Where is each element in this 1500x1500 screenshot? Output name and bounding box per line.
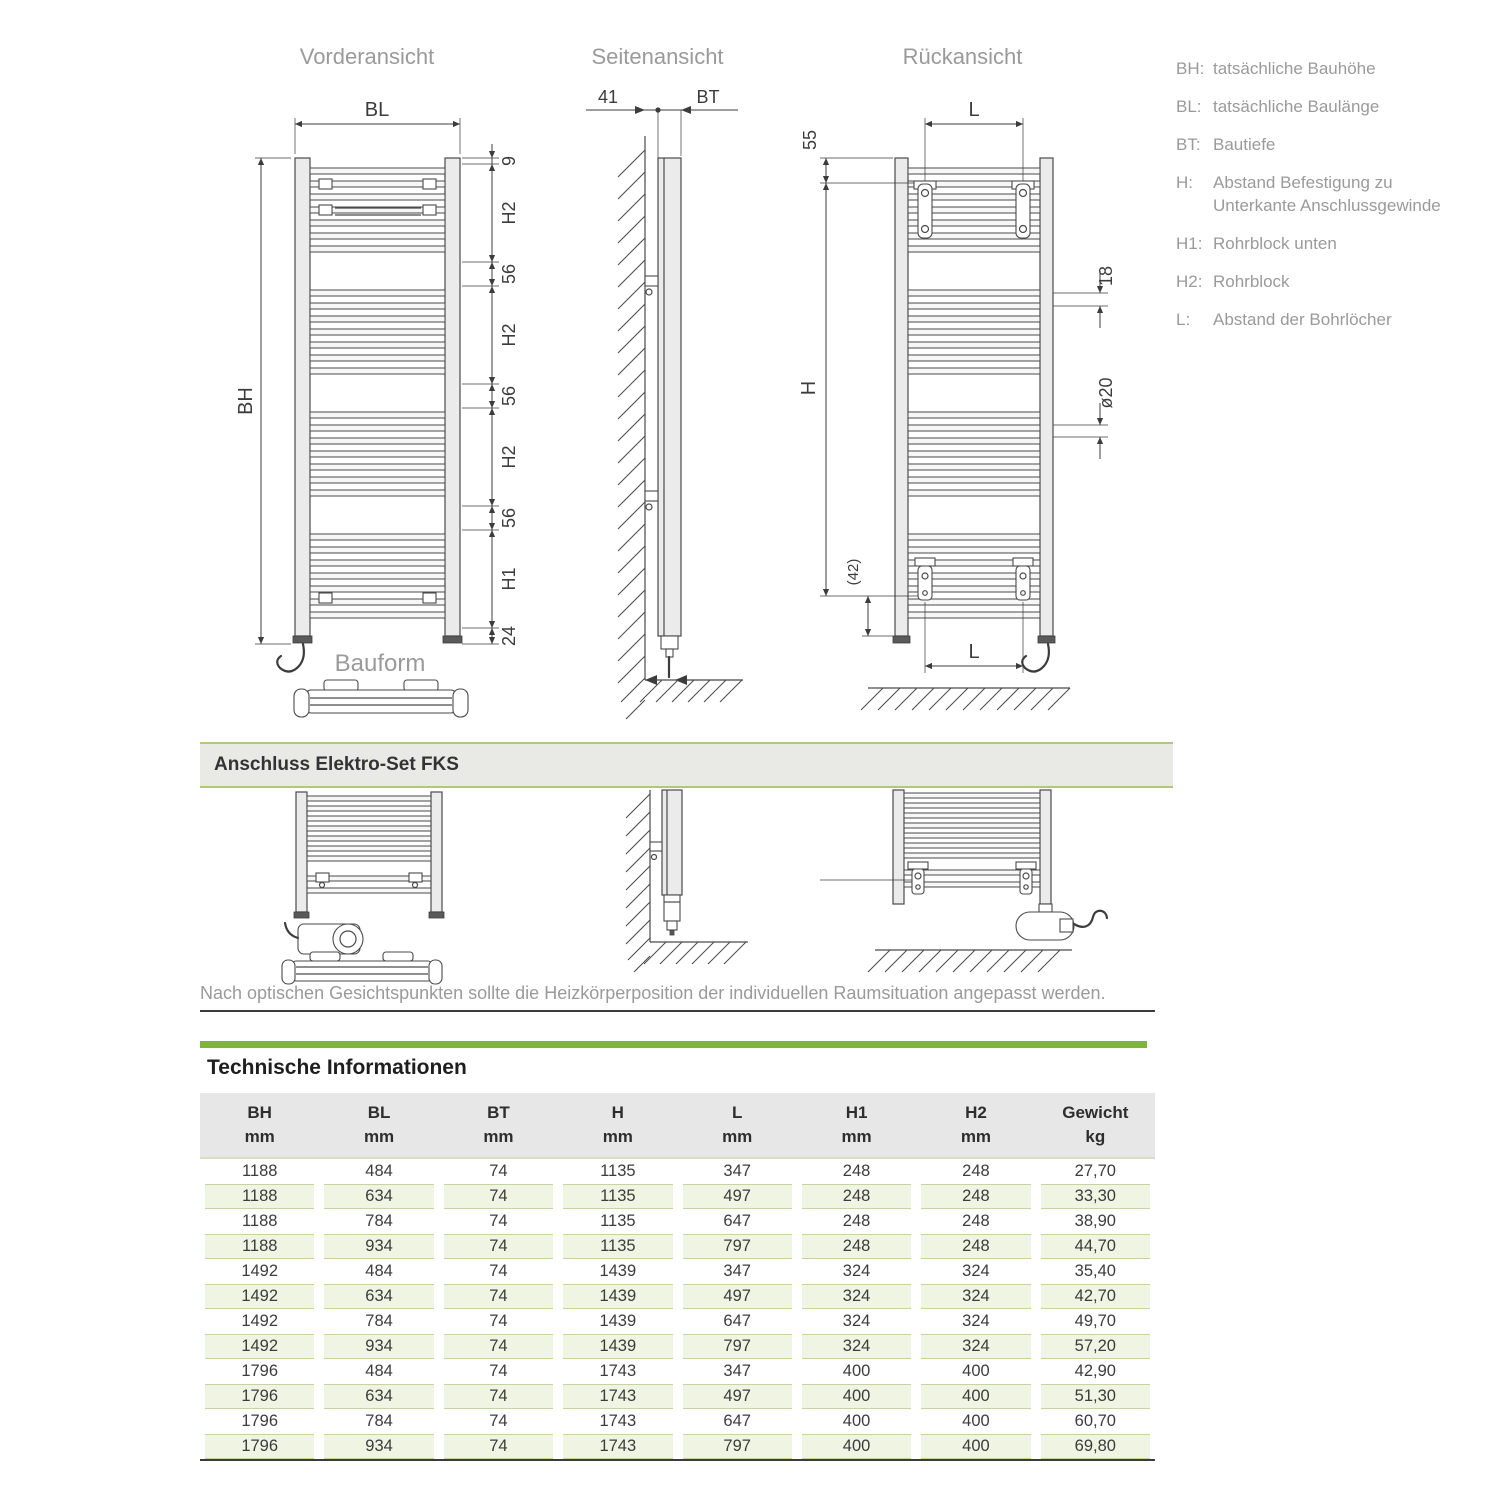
cell: 1492: [241, 1262, 279, 1280]
rear-18-extensions: [1053, 293, 1108, 306]
cell: 400: [921, 1434, 1030, 1459]
cell: 1796: [241, 1412, 279, 1430]
cell: 1796: [205, 1434, 314, 1459]
profile-tab: [324, 680, 358, 691]
floor-hatch: [644, 942, 746, 964]
legend-item-h2: [1176, 271, 1476, 294]
radiator-profile: [662, 790, 682, 895]
rear-right-tube: [1040, 158, 1053, 636]
table-row: [200, 1209, 1155, 1234]
table-header-row: [200, 1093, 1155, 1159]
cell: 324: [962, 1262, 990, 1280]
cell: 934: [324, 1234, 433, 1259]
cell: 400: [962, 1362, 990, 1380]
cell: 1492: [205, 1334, 314, 1359]
legend-term: BL:: [1176, 96, 1202, 116]
wall-hatch: [626, 794, 650, 972]
cell: 497: [683, 1184, 792, 1209]
dim-label-56: 56: [499, 263, 519, 285]
cell: 74: [489, 1362, 508, 1380]
dim-label-l-bottom: L: [968, 641, 980, 663]
fks-side-drawing: [598, 790, 763, 985]
col-unit: mm: [483, 1127, 514, 1146]
cell: 1492: [241, 1312, 279, 1330]
cell: 497: [683, 1284, 792, 1309]
foot: [294, 912, 309, 918]
table-row: [200, 1384, 1155, 1409]
table-row: [200, 1259, 1155, 1284]
col-header-h: [558, 1093, 677, 1157]
side-extension-lines: [658, 110, 681, 158]
tube: [1040, 790, 1051, 904]
fks-connection-box: [1016, 911, 1107, 940]
cell: 27,70: [1074, 1162, 1116, 1180]
floor-arrow: [645, 675, 657, 685]
cell: 248: [802, 1234, 911, 1259]
legend-desc: Bautiefe: [1213, 134, 1276, 154]
cell: 934: [324, 1434, 433, 1459]
cell: 1135: [563, 1234, 672, 1259]
dim-label-41: 41: [597, 87, 619, 107]
legend: [1176, 58, 1476, 347]
table-row: [200, 1234, 1155, 1259]
legend-term: H2:: [1176, 271, 1203, 291]
brackets: [908, 862, 1036, 894]
fks-rear-drawing: [820, 790, 1120, 985]
cell: 1439: [599, 1262, 637, 1280]
cell: 1188: [205, 1234, 314, 1259]
rear-dia-extensions: [1053, 425, 1108, 437]
cell: 400: [802, 1384, 911, 1409]
cell: 248: [962, 1212, 990, 1230]
legend-item-l: [1176, 309, 1476, 332]
tube-end: [1039, 904, 1052, 912]
legend-desc: tatsächliche Baulänge: [1213, 96, 1380, 116]
cell: 33,30: [1041, 1184, 1150, 1209]
col-label: Gewicht: [1062, 1103, 1129, 1122]
cell: 1796: [205, 1384, 314, 1409]
cell: 484: [365, 1262, 393, 1280]
cell: 647: [723, 1212, 751, 1230]
profile-body: [306, 690, 456, 713]
arrow-bt: [681, 106, 691, 114]
rear-left-tube: [895, 158, 908, 636]
col-unit: mm: [841, 1127, 872, 1146]
cell: 400: [962, 1412, 990, 1430]
cell: 1135: [563, 1184, 672, 1209]
col-unit: mm: [960, 1127, 992, 1146]
cell: 74: [489, 1262, 508, 1280]
side-radiator-body: [658, 158, 681, 636]
legend-item-bh: [1176, 58, 1476, 81]
table-row: [200, 1159, 1155, 1184]
cell: 60,70: [1074, 1412, 1116, 1430]
cell: 44,70: [1041, 1234, 1150, 1259]
cell: 1439: [563, 1284, 672, 1309]
cell: 1188: [241, 1162, 278, 1180]
rear-left-foot: [893, 636, 910, 643]
cell: 324: [921, 1284, 1030, 1309]
profile-tab: [404, 680, 438, 691]
table-row: [200, 1284, 1155, 1309]
cell: 74: [444, 1434, 553, 1459]
legend-desc: Abstand Befestigung zu Unterkante Anschlussgewinde: [1213, 172, 1441, 215]
cell: 400: [802, 1434, 911, 1459]
side-valve: [661, 636, 678, 657]
cell: 784: [365, 1312, 393, 1330]
dim-label-h2: H2: [499, 323, 519, 347]
cell: 57,20: [1041, 1334, 1150, 1359]
col-header-gewicht: [1036, 1093, 1155, 1157]
legend-item-bl: [1176, 96, 1476, 119]
front-left-foot: [293, 636, 312, 643]
tube: [296, 792, 307, 912]
table-row: [200, 1334, 1155, 1359]
cell: 74: [489, 1162, 508, 1180]
cell: 248: [802, 1184, 911, 1209]
tube: [893, 790, 904, 904]
legend-term: BH:: [1176, 59, 1205, 78]
legend-term: H:: [1176, 172, 1193, 192]
cell: 797: [683, 1234, 792, 1259]
table-row: [200, 1434, 1155, 1459]
front-right-foot: [443, 636, 462, 643]
divider-dark: [200, 1010, 1155, 1012]
col-header-h1: [797, 1093, 916, 1157]
dim-label-h: H: [798, 380, 820, 396]
cell: 35,40: [1074, 1262, 1116, 1280]
bauform-label: Bauform: [334, 650, 426, 677]
side-view-drawing: [578, 88, 753, 753]
side-view-title: Seitenansicht: [591, 44, 724, 69]
cell: 69,80: [1041, 1434, 1150, 1459]
col-header-bl: [319, 1093, 438, 1157]
front-rungs: [310, 168, 445, 618]
cell: 324: [802, 1334, 911, 1359]
cell: 1796: [241, 1362, 279, 1380]
cell: 1188: [241, 1212, 278, 1230]
cell: 1743: [599, 1362, 637, 1380]
cell: 347: [723, 1162, 751, 1180]
dim-label-l: L: [968, 99, 980, 121]
front-view-title: Vorderansicht: [299, 44, 435, 69]
profile-endcap: [294, 689, 309, 717]
cell: 797: [683, 1334, 792, 1359]
bauform-profile-drawing: [292, 678, 470, 730]
cell: 400: [842, 1362, 871, 1380]
dim-label-bl: BL: [364, 99, 390, 121]
col-label: BH: [247, 1103, 272, 1122]
legend-term: BT:: [1176, 134, 1201, 154]
table-row: [200, 1359, 1155, 1384]
side-wall-brackets: [645, 276, 658, 510]
cell: 1439: [563, 1334, 672, 1359]
cell: 1135: [600, 1162, 636, 1180]
cell: 248: [962, 1162, 990, 1180]
col-label: H: [611, 1103, 624, 1122]
dim-label-24: 24: [499, 625, 519, 647]
cell: 324: [802, 1284, 911, 1309]
section-title: Anschluss Elektro-Set FKS: [214, 754, 459, 775]
col-unit: mm: [244, 1127, 275, 1146]
cell: 634: [324, 1184, 433, 1209]
rear-cable-hook: [1022, 644, 1049, 672]
cell: 74: [444, 1284, 553, 1309]
cell: 634: [324, 1284, 433, 1309]
legend-item-bt: [1176, 134, 1476, 157]
fks-element-side: [664, 895, 680, 935]
cell: 634: [324, 1384, 433, 1409]
rear-floor-hatch: [861, 688, 1070, 710]
col-header-l: [678, 1093, 797, 1157]
legend-item-h: [1176, 172, 1476, 218]
cell: 797: [683, 1434, 792, 1459]
fks-electric-element: [285, 923, 363, 954]
cell: 51,30: [1041, 1384, 1150, 1409]
cell: 400: [842, 1412, 871, 1430]
dim-label-dia20: ø20: [1096, 377, 1116, 409]
cell: 248: [921, 1184, 1030, 1209]
front-cable-hook: [277, 644, 304, 672]
legend-desc: Rohrblock: [1213, 271, 1290, 291]
col-header-bt: [439, 1093, 558, 1157]
cell: 74: [489, 1212, 508, 1230]
cell: 347: [723, 1362, 751, 1380]
dim-label-56: 56: [499, 385, 519, 407]
col-header-bh: [200, 1093, 319, 1157]
table-title: Technische Informationen: [207, 1056, 467, 1079]
cell: 74: [444, 1334, 553, 1359]
cell: 38,90: [1074, 1212, 1116, 1230]
cell: 647: [723, 1312, 751, 1330]
accent-green-bar: [200, 1041, 1147, 1048]
cell: 1743: [599, 1412, 637, 1430]
cell: 324: [842, 1262, 871, 1280]
cell: 1743: [563, 1384, 672, 1409]
table-row: [200, 1184, 1155, 1209]
cell: 248: [921, 1234, 1030, 1259]
position-note: Nach optischen Gesichtspunkten sollte die Heizkörperposition der individuellen Raumsituation angepasst werden.: [200, 983, 1106, 1003]
cell: 400: [921, 1384, 1030, 1409]
cell: 74: [489, 1312, 508, 1330]
cell: 647: [723, 1412, 751, 1430]
rear-view-drawing: [768, 88, 1133, 753]
col-unit: mm: [363, 1127, 395, 1146]
floor-arrow: [675, 675, 687, 685]
cell: 1743: [563, 1434, 672, 1459]
cell: 784: [365, 1412, 393, 1430]
cell: 324: [842, 1312, 871, 1330]
technical-table: [200, 1093, 1155, 1461]
dim-label-42: (42): [845, 558, 862, 586]
section-header: [200, 742, 1173, 788]
cell: 324: [962, 1312, 990, 1330]
cell: 347: [723, 1262, 751, 1280]
cell: 497: [683, 1384, 792, 1409]
dim-label-h2: H2: [499, 445, 519, 469]
cell: 1188: [205, 1184, 314, 1209]
front-right-tube: [445, 158, 460, 636]
cell: 248: [842, 1212, 871, 1230]
front-left-tube: [295, 158, 310, 636]
wall-hatch: [618, 150, 645, 719]
profile-endcap: [453, 689, 468, 717]
legend-term: L:: [1176, 309, 1191, 329]
col-label: H1: [845, 1103, 868, 1122]
cell: 484: [365, 1162, 393, 1180]
cell: 784: [365, 1212, 393, 1230]
legend-item-h1: [1176, 233, 1476, 256]
col-label: BT: [487, 1103, 510, 1122]
table-row: [200, 1409, 1155, 1434]
col-unit: mm: [722, 1127, 753, 1146]
col-unit: mm: [602, 1127, 633, 1146]
cell: 484: [365, 1362, 393, 1380]
cell: 324: [921, 1334, 1030, 1359]
col-label: L: [731, 1103, 743, 1122]
cell: 1439: [599, 1312, 637, 1330]
col-label: BL: [367, 1103, 391, 1122]
cell: 42,70: [1041, 1284, 1150, 1309]
col-label: H2: [965, 1103, 987, 1122]
tube: [431, 792, 442, 912]
table-bottom-rule: [200, 1459, 1155, 1461]
cell: 74: [489, 1412, 508, 1430]
cell: 248: [842, 1162, 871, 1180]
table-row: [200, 1309, 1155, 1334]
legend-desc: Rohrblock unten: [1213, 233, 1337, 253]
rear-view-title: Rückansicht: [902, 44, 1023, 69]
cell: 74: [444, 1234, 553, 1259]
cell: 49,70: [1074, 1312, 1116, 1330]
legend-term: H1:: [1176, 233, 1203, 253]
legend-desc: Abstand der Bohrlöcher: [1213, 309, 1392, 329]
dim-label-56: 56: [499, 507, 519, 529]
cell: 934: [324, 1334, 433, 1359]
cell: 1492: [205, 1284, 314, 1309]
col-header-h2: [916, 1093, 1035, 1157]
wall-bracket: [650, 842, 662, 860]
cell: 74: [444, 1184, 553, 1209]
dim-label-h1: H1: [499, 567, 519, 591]
dim-label-bt: BT: [696, 87, 720, 107]
arrow-41: [635, 106, 645, 114]
rear-right-foot: [1038, 636, 1055, 643]
foot: [429, 912, 444, 918]
cell: 1135: [600, 1212, 636, 1230]
dim-label-55: 55: [800, 129, 820, 151]
legend-desc: tatsächliche Bauhöhe: [1213, 59, 1376, 78]
fks-profile: [282, 952, 442, 984]
dim-label-h2: H2: [499, 201, 519, 225]
col-unit: kg: [1085, 1127, 1106, 1146]
floor-hatch: [868, 950, 1060, 972]
cell: 42,90: [1074, 1362, 1116, 1380]
dim-label-9: 9: [499, 155, 519, 167]
dim-label-18: 18: [1096, 265, 1116, 287]
fks-front-drawing: [268, 792, 483, 987]
dim-label-bh: BH: [235, 387, 257, 415]
cell: 74: [444, 1384, 553, 1409]
